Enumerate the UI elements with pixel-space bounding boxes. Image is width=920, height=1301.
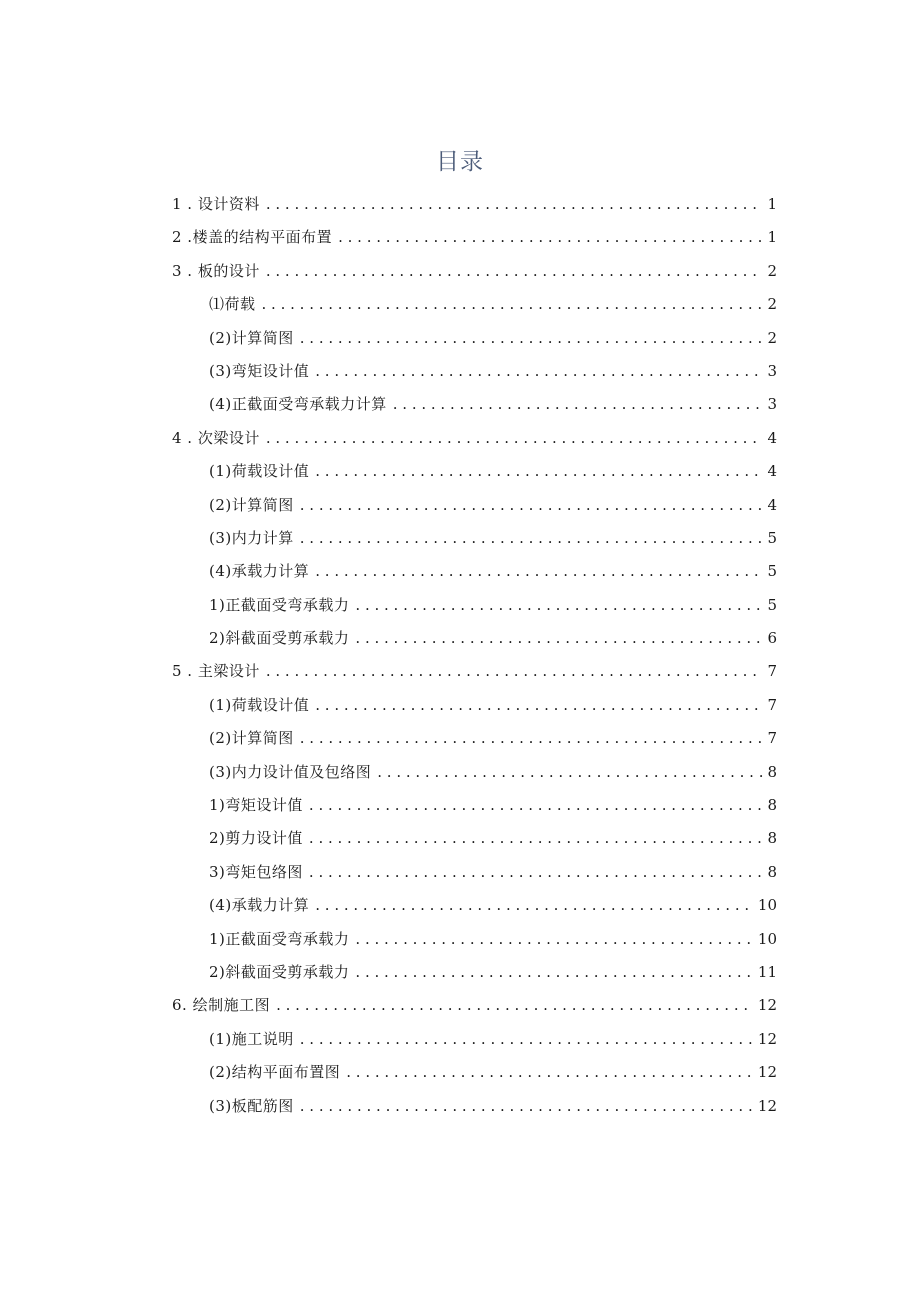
toc-entry-page: 3 (767, 395, 777, 414)
toc-entry-page: 6 (767, 629, 777, 648)
toc-entry-page: 1 (767, 228, 777, 247)
toc-entry[interactable] (172, 427, 777, 460)
toc-entry-label: 2 .楼盖的结构平面布置 (172, 228, 333, 247)
dot-leader (309, 796, 763, 814)
toc-entry-page: 4 (767, 495, 777, 514)
toc-entry-label: 1)正截面受弯承载力 (209, 595, 350, 614)
toc-entry-page: 8 (767, 862, 777, 881)
toc-entry[interactable] (172, 794, 777, 827)
toc-entry-page: 12 (757, 1096, 777, 1115)
toc-entry-label: (3)弯矩设计值 (209, 361, 310, 380)
toc-entry[interactable] (172, 527, 777, 560)
toc-entry-page: 2 (767, 261, 777, 280)
toc-entry[interactable] (172, 894, 777, 927)
toc-title: 目录 (436, 149, 484, 175)
toc-entry-page: 4 (767, 462, 777, 481)
dot-leader (355, 963, 754, 981)
toc-entry-page: 11 (757, 962, 777, 981)
dot-leader (377, 763, 763, 781)
toc-entry[interactable] (172, 1061, 777, 1094)
dot-leader (355, 930, 754, 948)
dot-leader (300, 329, 763, 347)
toc-entry[interactable] (172, 761, 777, 794)
toc-entry-page: 5 (767, 562, 777, 581)
toc-entry[interactable] (172, 193, 777, 226)
toc-entry[interactable] (172, 327, 777, 360)
toc-entry-label: 1)正截面受弯承载力 (209, 929, 350, 948)
toc-entry[interactable] (172, 594, 777, 627)
dot-leader (300, 1030, 754, 1048)
toc-entry[interactable] (172, 961, 777, 994)
toc-entry[interactable] (172, 494, 777, 527)
toc-entry-page: 3 (767, 361, 777, 380)
dot-leader (346, 1063, 754, 1081)
toc-entry-page: 12 (757, 1063, 777, 1082)
dot-leader (300, 496, 763, 514)
toc-entry-label: (1)荷载设计值 (209, 462, 310, 481)
toc-entry-label: 3 . 板的设计 (172, 261, 260, 280)
toc-entry-label: 2)斜截面受剪承载力 (209, 962, 350, 981)
dot-leader (276, 996, 754, 1014)
dot-leader (315, 896, 754, 914)
toc-entry[interactable] (172, 694, 777, 727)
dot-leader (262, 295, 763, 313)
toc-entry-page: 2 (767, 328, 777, 347)
toc-entry[interactable] (172, 393, 777, 426)
toc-entry[interactable] (172, 627, 777, 660)
toc-entry-label: (2)结构平面布置图 (209, 1063, 341, 1082)
toc-entry-label: 6. 绘制施工图 (172, 996, 271, 1015)
toc-entry-page: 1 (767, 195, 777, 213)
toc-entry-label: (4)承载力计算 (209, 562, 310, 581)
toc-entry[interactable] (172, 260, 777, 293)
toc-entry[interactable] (172, 1028, 777, 1061)
toc-entry-label: 2)斜截面受剪承载力 (209, 629, 350, 648)
dot-leader (266, 262, 763, 280)
dot-leader (266, 195, 763, 213)
toc-entry-label: (4)承载力计算 (209, 896, 310, 915)
toc-entry-page: 7 (767, 695, 777, 714)
toc-entry-page: 5 (767, 595, 777, 614)
toc-entry-label: (2)计算简图 (209, 495, 294, 514)
toc-entry-label: ⑴荷载 (209, 295, 256, 314)
toc-entry-label: (3)板配筋图 (209, 1096, 294, 1115)
toc-entry[interactable] (172, 560, 777, 593)
dot-leader (393, 395, 763, 413)
toc-entry-page: 10 (757, 896, 777, 915)
toc-entry-page: 7 (767, 662, 777, 681)
toc-entry[interactable] (172, 460, 777, 493)
toc-entry[interactable] (172, 928, 777, 961)
dot-leader (355, 596, 763, 614)
toc-entry-label: 1 . 设计资料 (172, 195, 260, 213)
dot-leader (315, 696, 763, 714)
toc-entry-label: (1)荷载设计值 (209, 695, 310, 714)
dot-leader (309, 863, 763, 881)
dot-leader (309, 829, 763, 847)
toc-entry-page: 12 (757, 1029, 777, 1048)
toc-entry-page: 12 (757, 996, 777, 1015)
toc-entry-label: 4 . 次梁设计 (172, 428, 260, 447)
toc-entry-page: 2 (767, 295, 777, 314)
toc-entry-page: 10 (757, 929, 777, 948)
toc-entry[interactable] (172, 827, 777, 860)
toc-entry-label: (2)计算简图 (209, 328, 294, 347)
toc-entry[interactable] (172, 1095, 777, 1128)
toc-entry-label: 3)弯矩包络图 (209, 862, 303, 881)
toc-entry-label: (1)施工说明 (209, 1029, 294, 1048)
dot-leader (315, 562, 763, 580)
toc-entry-label: (3)内力计算 (209, 528, 294, 547)
toc-entry-page: 8 (767, 796, 777, 815)
toc-entry-page: 8 (767, 829, 777, 848)
toc-entry-page: 4 (767, 428, 777, 447)
dot-leader (315, 362, 763, 380)
toc-entry-label: (2)计算简图 (209, 729, 294, 748)
toc-entry[interactable] (172, 360, 777, 393)
toc-entry-label: 2)剪力设计值 (209, 829, 303, 848)
dot-leader (315, 462, 763, 480)
toc-entry[interactable] (172, 660, 777, 693)
toc-entry-page: 5 (767, 528, 777, 547)
toc-entry-label: 5 . 主梁设计 (172, 662, 260, 681)
dot-leader (300, 1097, 754, 1115)
toc-entry[interactable] (172, 226, 777, 259)
toc-entry-label: (3)内力设计值及包络图 (209, 762, 372, 781)
toc-entry-label: (4)正截面受弯承载力计算 (209, 395, 387, 414)
toc-entry-page: 7 (767, 729, 777, 748)
toc-entry[interactable] (172, 293, 777, 326)
dot-leader (338, 228, 763, 246)
toc-entry[interactable] (172, 994, 777, 1027)
dot-leader (355, 629, 763, 647)
dot-leader (300, 529, 763, 547)
toc-list (172, 193, 777, 1128)
toc-entry-page: 8 (767, 762, 777, 781)
dot-leader (266, 662, 763, 680)
dot-leader (266, 429, 763, 447)
dot-leader (300, 729, 763, 747)
toc-entry-label: 1)弯矩设计值 (209, 796, 303, 815)
toc-entry[interactable] (172, 861, 777, 894)
toc-entry[interactable] (172, 727, 777, 760)
